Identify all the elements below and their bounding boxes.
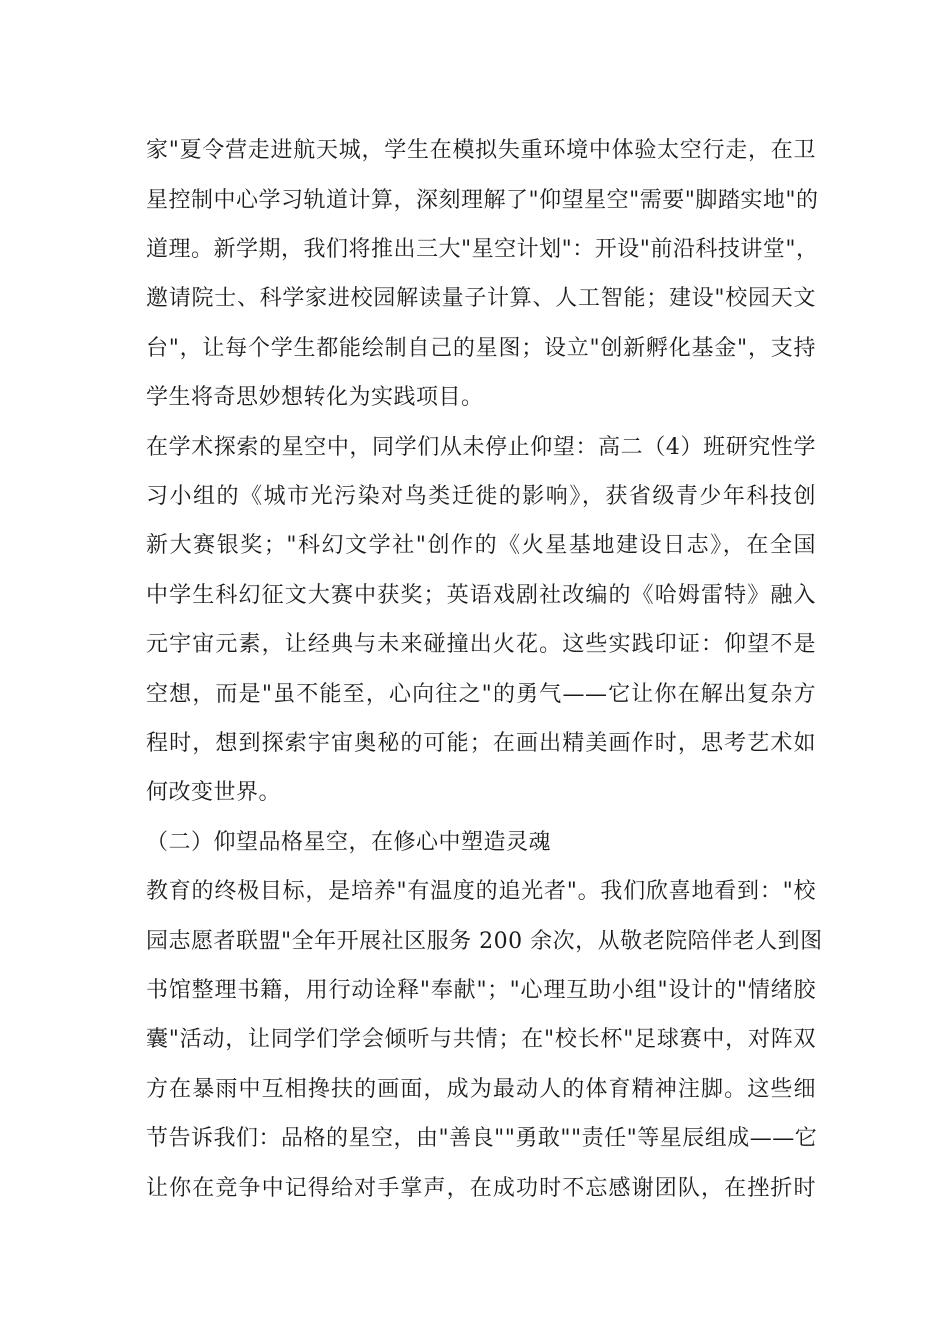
text-line: 学生将奇思妙想转化为实践项目。 bbox=[146, 385, 484, 410]
text-line: 道理。新学期，我们将推出三大"星空计划"：开设"前沿科技讲堂"， bbox=[146, 237, 819, 262]
text-line: 囊"活动，让同学们学会倾听与共情；在"校长杯"足球赛中，对阵双 bbox=[146, 1027, 816, 1052]
text-line: 教育的终极目标，是培养"有温度的追光者"。我们欣喜地看到："校 bbox=[146, 879, 816, 904]
section-heading: （二）仰望品格星空，在修心中塑造灵魂 bbox=[146, 830, 552, 855]
text-line: 空想，而是"虽不能至，心向往之"的勇气——它让你在解出复杂方 bbox=[146, 682, 816, 707]
text-line: 习小组的《城市光污染对鸟类迁徙的影响》，获省级青少年科技创 bbox=[146, 484, 816, 509]
text-line: 何改变世界。 bbox=[146, 780, 282, 805]
text-line: 程时，想到探索宇宙奥秘的可能；在画出精美画作时，思考艺术如 bbox=[146, 731, 816, 756]
text-line: 元宇宙元素，让经典与未来碰撞出火花。这些实践印证：仰望不是 bbox=[146, 632, 816, 657]
text-line: 让你在竞争中记得给对手掌声，在成功时不忘感谢团队，在挫折时 bbox=[146, 1176, 816, 1201]
text-line: 在学术探索的星空中，同学们从未停止仰望：高二（4）班研究性学 bbox=[146, 435, 816, 460]
text-line: 书馆整理书籍，用行动诠释"奉献"；"心理互助小组"设计的"情绪胶 bbox=[146, 978, 816, 1003]
text-line: 邀请院士、科学家进校园解读量子计算、人工智能；建设"校园天文 bbox=[146, 286, 816, 311]
text-line: 新大赛银奖；"科幻文学社"创作的《火星基地建设日志》，在全国 bbox=[146, 533, 816, 558]
text-line: 园志愿者联盟"全年开展社区服务 200 余次，从敬老院陪伴老人到图 bbox=[146, 929, 823, 954]
text-line: 台"，让每个学生都能绘制自己的星图；设立"创新孵化基金"，支持 bbox=[146, 336, 816, 361]
text-line: 星控制中心学习轨道计算，深刻理解了"仰望星空"需要"脚踏实地"的 bbox=[146, 188, 819, 213]
text-line: 方在暴雨中互相搀扶的画面，成为最动人的体育精神注脚。这些细 bbox=[146, 1077, 816, 1102]
text-line: 节告诉我们：品格的星空，由"善良""勇敢""责任"等星辰组成——它 bbox=[146, 1126, 818, 1151]
text-line: 家"夏令营走进航天城，学生在模拟失重环境中体验太空行走，在卫 bbox=[146, 138, 816, 163]
text-line: 中学生科幻征文大赛中获奖；英语戏剧社改编的《哈姆雷特》融入 bbox=[146, 583, 816, 608]
